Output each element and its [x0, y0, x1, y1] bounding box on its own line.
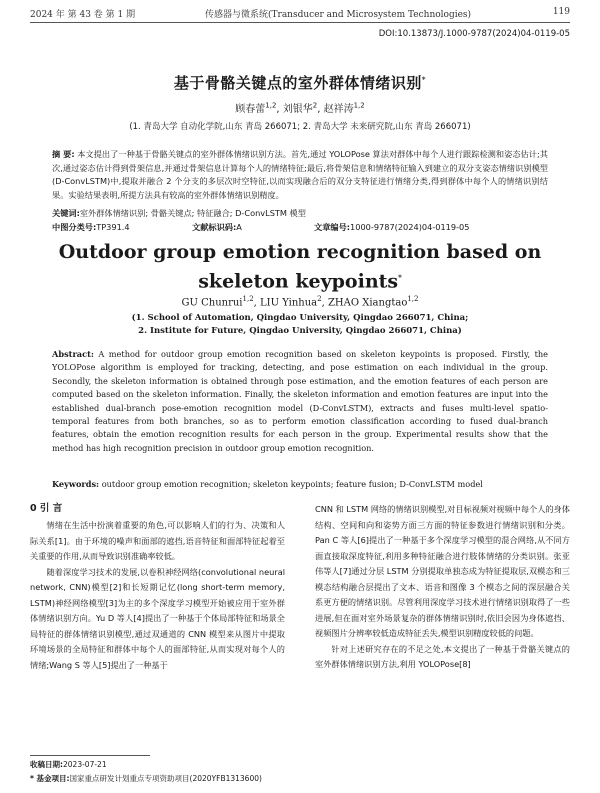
- paragraph: 针对上述研究存在的不足之处,本文提出了一种基于骨骼关键点的室外群体情绪识别方法,利用 YOLOPose[8]: [315, 643, 570, 669]
- fund-text: 国家重点研发计划重点专项资助项目(2020YFB1313600): [69, 774, 262, 783]
- doc-code-value: A: [236, 222, 242, 232]
- en-abstract-label: Abstract:: [52, 349, 94, 359]
- zh-title-text: 基于骨骼关键点的室外群体情绪识别: [173, 74, 422, 92]
- footnote-rule: [30, 755, 150, 756]
- zh-author-sup: 2: [312, 101, 318, 110]
- footnote-received: [30, 759, 107, 770]
- en-abstract: [52, 348, 548, 455]
- en-title-line2: skeleton keypoints: [198, 270, 399, 293]
- en-author-sup: 2: [317, 295, 322, 303]
- en-author: LIU Yinhua: [260, 297, 318, 309]
- zh-author-sup: 1,2: [353, 101, 365, 110]
- clc-value: TP391.4: [96, 222, 130, 232]
- paragraph: 随着深度学习技术的发展,以卷积神经网络(convolutional neural network, CNN)模型[2]和长短期记忆(long short-term memory, LSTM)神经网络模型[3]为主的多个深度学习模型开始被应用于室外群体情绪识别方向。Yu D 等人[4]提出了一种基于个体局部特征和场景全局特征的群体情绪识别模型,通过双通道的 CNN 模型来从图片中提取环境场景的全局特征和群体中每个人的面部特征,从而实现对每个人的情绪;Wang S 等人[5]提出了一种基于: [30, 566, 285, 670]
- clc-label: 中图分类号:: [52, 222, 97, 232]
- doc-code-label: 文献标识码:: [192, 222, 237, 232]
- article-no-value: 1000-9787(2024)04-0119-05: [350, 222, 470, 232]
- header-rule: [30, 22, 570, 23]
- received-label: 收稿日期:: [30, 760, 63, 769]
- running-header: [30, 4, 570, 20]
- en-author: GU Chunrui: [181, 297, 243, 309]
- zh-keywords-label: 关键词:: [52, 208, 80, 218]
- en-authors: GU Chunrui$^{1,2}$, LIU Yinhua$^2$, ZHAO Xiangtao$^{1,2}$: [181, 295, 419, 309]
- paragraph: CNN 和 LSTM 网络的情绪识别模型,对目标视频对视频中每个人的身体结构、空间和向和姿势方面三方面的特征参数进行情绪识别和分类。Pan C 等人[6]提出了一种基于多个深度学习模型的混合网络,从不同方面直接取深度特征,利用多种特征融合进行肢体情绪的分类识别。张亚伟等人[7]通过分层 LSTM 分别提取单独态成为特征提取层,双模态和三模态结构融合层提出了文本、语音和图像 3 个模态之间的深层融合关系更方便的情绪识别。尽管利用深度学习技术进行情绪识别取得了一些进展,但在面对室外场景复杂的群体情绪识别时,依旧会因为身体遮挡、视频图片分辨率较低造成特征丢失,模型识别精度较低的问题。: [315, 504, 570, 638]
- en-keywords: [52, 479, 548, 489]
- en-title: [0, 240, 600, 294]
- zh-abstract-label: 摘 要:: [52, 149, 75, 159]
- en-author-sup: 1,2: [242, 295, 254, 303]
- section-heading: 0 引 言: [30, 503, 63, 514]
- body-column-left: [30, 518, 285, 673]
- en-author-sup: 1,2: [407, 295, 419, 303]
- en-abstract-text: A method for outdoor group emotion recognition based on skeleton keypoints is proposed. Firstly, the YOLOPose algorithm is employed for tracking, detecting, and pose estimation on each individual in the group. Secondly, the skeleton information is obtained through pose estimation, and the emotion features of each person are computed based on the skeleton information. Finally, the skeleton information and emotion features are input into the established dual-branch pose-emotion recognition model (D-ConvLSTM), extracts and fuses multi-level spatio-temporal features from both branches, so as to perform emotion classification according to fused dual-branch features, obtain the emotion recognition results for each person in the group. Experimental results show that the method has high recognition precision in outdoor group emotion recognition.: [52, 349, 548, 453]
- paragraph: 情绪在生活中扮演着重要的角色,可以影响人们的行为、决策和人际关系[1]。由于环境的噪声和面部的遮挡,语音特征和面部特征起着至关重要的作用,从而导致识别准确率较低。: [30, 520, 285, 561]
- body-column-right: [315, 502, 570, 673]
- en-affiliation: [0, 312, 600, 338]
- received-date: 2023-07-21: [63, 760, 107, 769]
- zh-authors: 顾春蕾$^{1,2}$, 刘银华$^2$, 赵祥涛$^{1,2}$: [235, 101, 365, 115]
- en-keywords-label: Keywords:: [52, 479, 100, 489]
- en-keywords-text: outdoor group emotion recognition; skeleton keypoints; feature fusion; D-ConvLSTM model: [101, 479, 483, 489]
- zh-abstract: [52, 148, 548, 202]
- zh-author: 赵祥涛: [323, 104, 354, 115]
- zh-abstract-text: 本文提出了一种基于骨骼关键点的室外群体情绪识别方法。首先,通过 YOLOPose 算法对群体中每个人进行跟踪检测和姿态估计;其次,通过姿态估计得到骨架信息,并通过骨架信息计算每个人的情绪特征;最后,将骨架信息和情绪特征输入到建立的双分支姿态情绪识别模型(D-ConvLSTM)中,提取并融合 2 个分支的多层次时空特征,以而实现融合后的双分支特征进行情绪分类,得到群体中每个人的情绪识别结果。实验结果表明,所提方法具有较高的室外群体情绪识别精度。: [52, 149, 548, 200]
- en-title-line1: Outdoor group emotion recognition based on: [58, 241, 542, 263]
- zh-author: 刘银华: [282, 104, 313, 115]
- fund-label: * 基金项目:: [30, 774, 70, 783]
- issue-info: 2024 年 第 43 卷 第 1 期: [30, 10, 136, 20]
- en-affiliation-line2: 2. Institute for Future, Qingdao University, Qingdao 266071, China): [138, 326, 462, 336]
- zh-title: [0, 72, 600, 93]
- page-number: 119: [552, 7, 570, 17]
- article-no-label: 文章编号:: [314, 222, 351, 232]
- doi: DOI:10.13873/J.1000-9787(2024)04-0119-05: [378, 29, 570, 39]
- en-author: ZHAO Xiangtao: [327, 297, 408, 309]
- en-title-mark: *: [398, 273, 402, 282]
- zh-keywords-text: 室外群体情绪识别; 骨骼关键点; 特征融合; D-ConvLSTM 模型: [79, 208, 306, 218]
- zh-title-mark: *: [421, 75, 427, 84]
- zh-author: 顾春蕾: [235, 104, 266, 115]
- zh-author-sup: 1,2: [265, 101, 277, 110]
- zh-affiliation: (1. 青岛大学 自动化学院,山东 青岛 266071; 2. 青岛大学 未来研究院,山东 青岛 266071): [129, 122, 471, 132]
- en-affiliation-line1: (1. School of Automation, Qingdao University, Qingdao 266071, China;: [131, 313, 469, 323]
- journal-name: 传感器与微系统(Transducer and Microsystem Technologies): [205, 10, 472, 20]
- footnote-fund: [30, 773, 262, 784]
